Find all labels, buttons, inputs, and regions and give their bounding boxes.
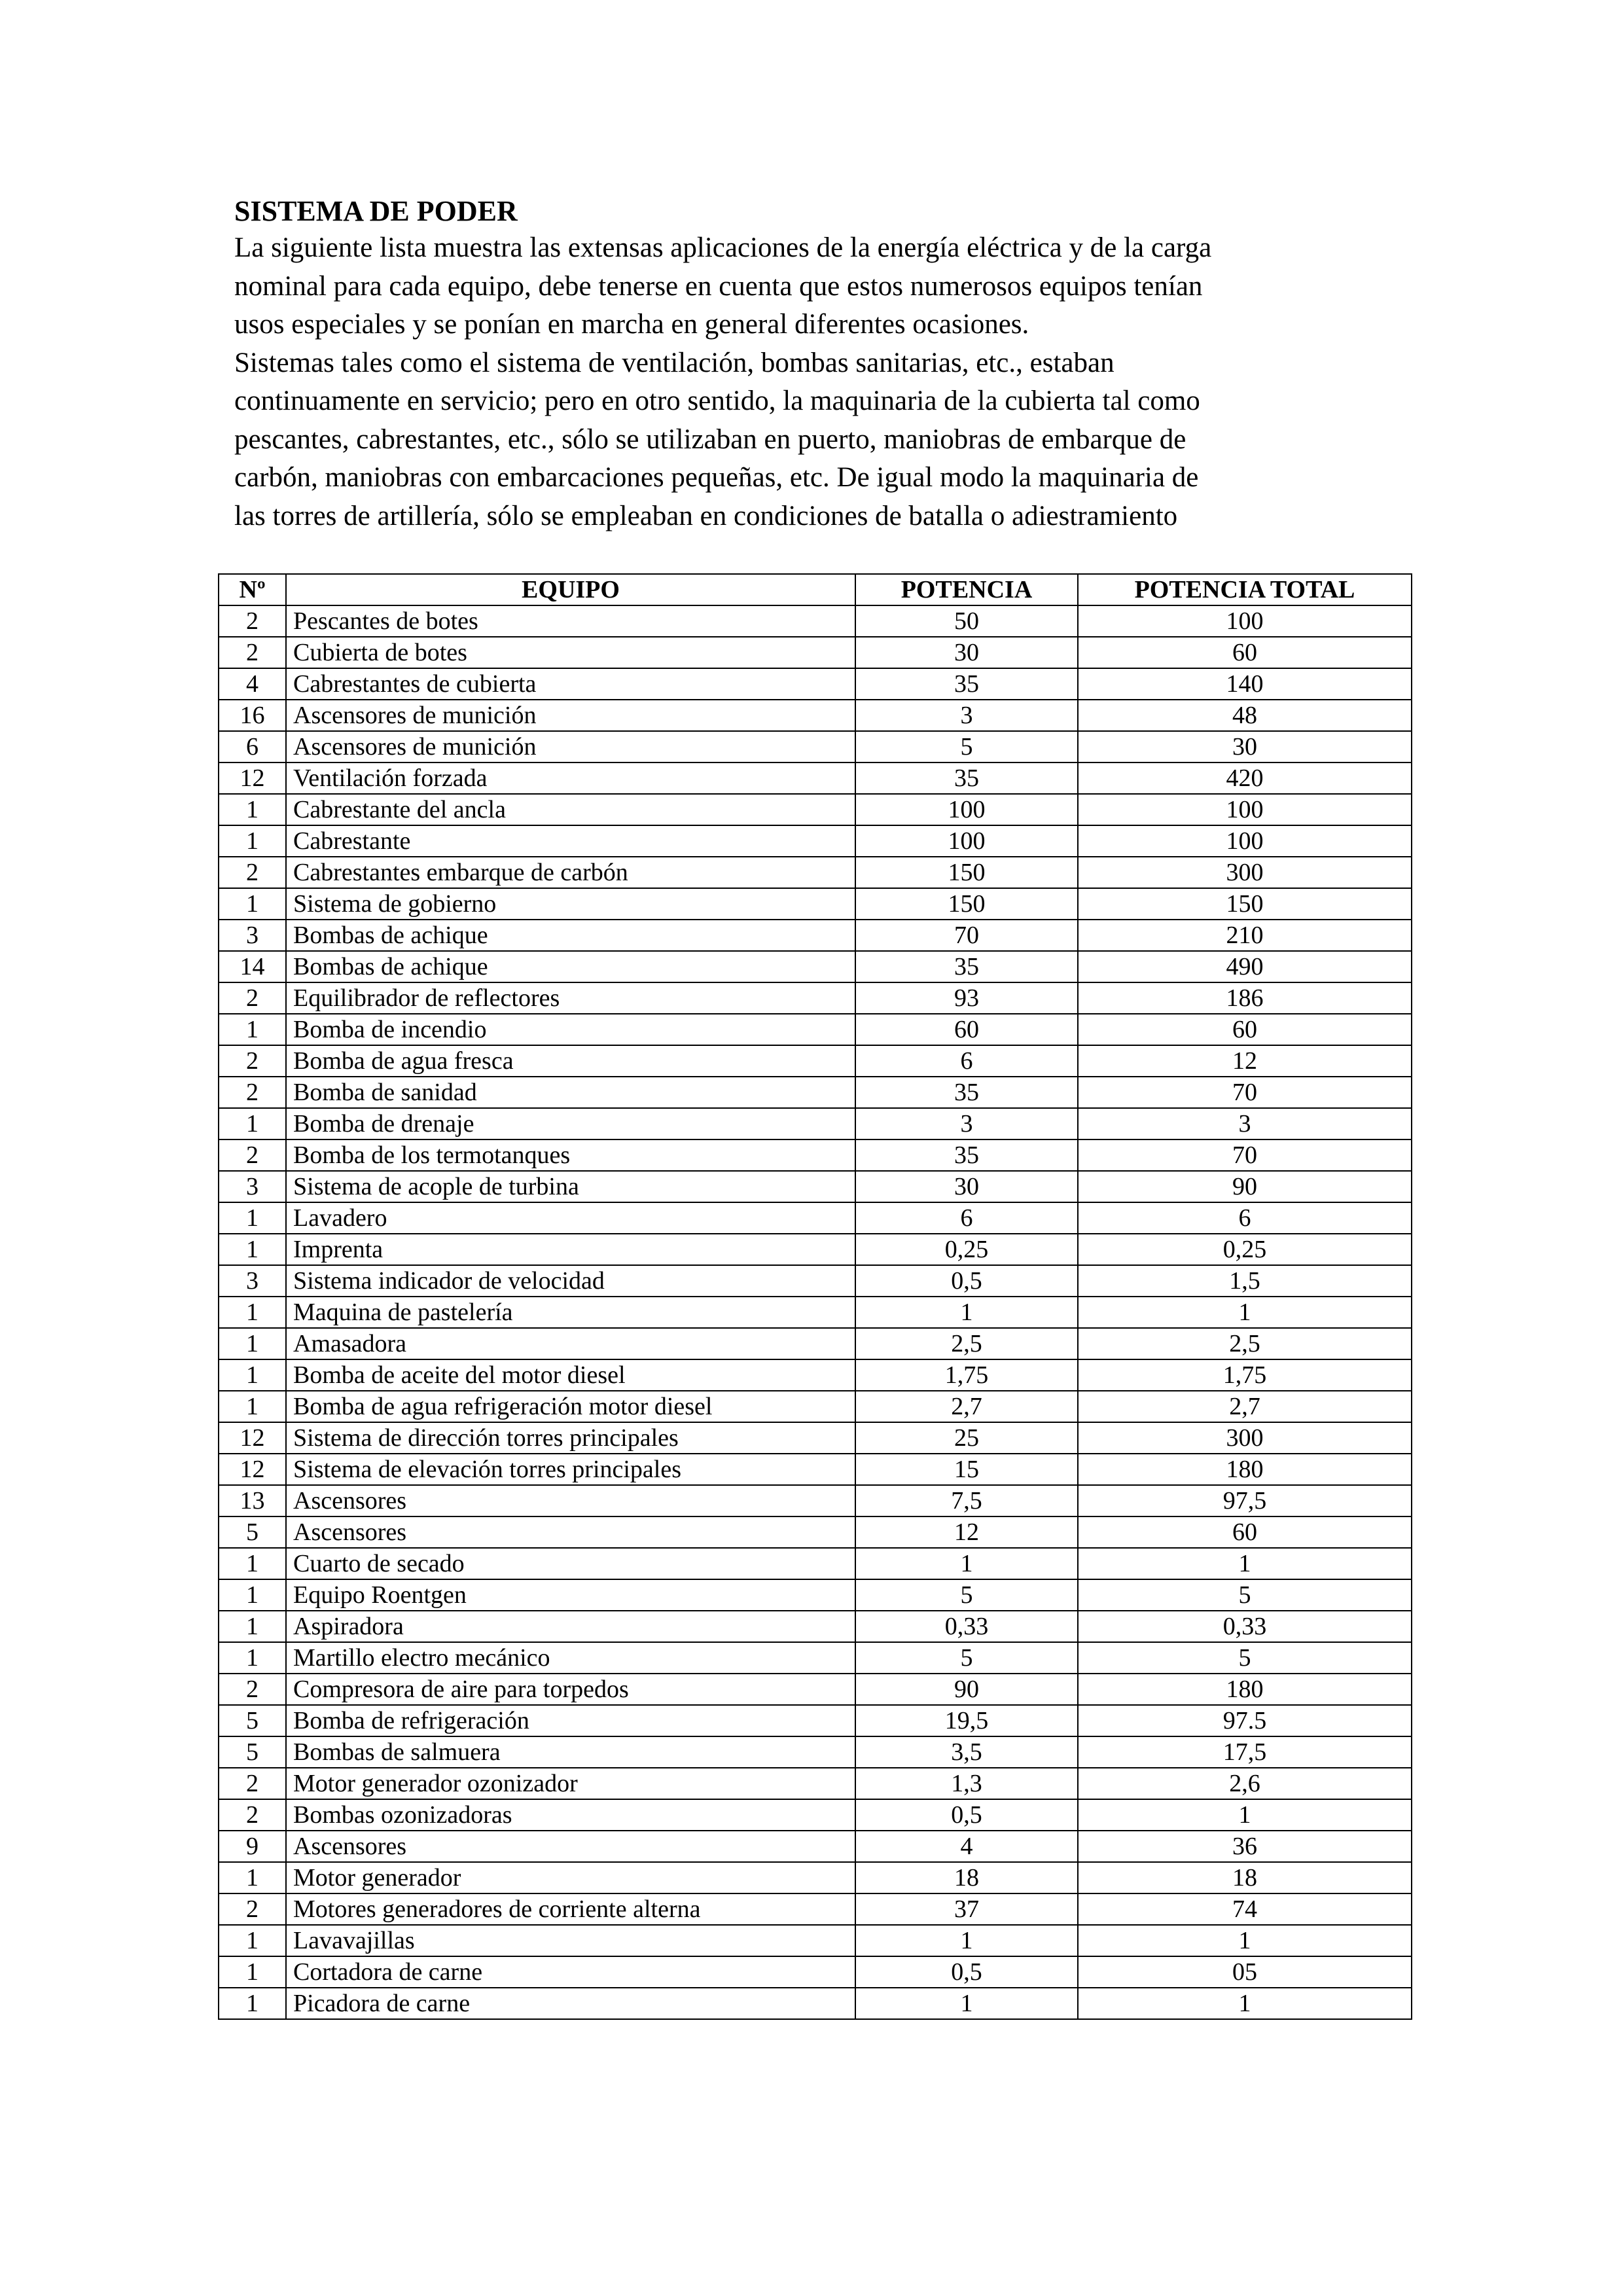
cell-equipment: Motores generadores de corriente alterna xyxy=(286,1893,855,1925)
header-total-power: POTENCIA TOTAL xyxy=(1078,574,1412,605)
cell-equipment: Aspiradora xyxy=(286,1611,855,1642)
cell-total-power: 2,6 xyxy=(1078,1768,1412,1799)
cell-equipment: Ascensores xyxy=(286,1831,855,1862)
cell-power: 4 xyxy=(855,1831,1078,1862)
cell-equipment: Lavavajillas xyxy=(286,1925,855,1956)
cell-total-power: 6 xyxy=(1078,1202,1412,1234)
cell-total-power: 300 xyxy=(1078,1422,1412,1454)
cell-number: 2 xyxy=(219,857,286,888)
cell-total-power: 18 xyxy=(1078,1862,1412,1893)
cell-number: 1 xyxy=(219,1956,286,1988)
cell-total-power: 150 xyxy=(1078,888,1412,920)
cell-power: 1,75 xyxy=(855,1359,1078,1391)
cell-power: 93 xyxy=(855,982,1078,1014)
table-row xyxy=(219,825,1412,857)
cell-total-power: 36 xyxy=(1078,1831,1412,1862)
cell-power: 12 xyxy=(855,1516,1078,1548)
cell-power: 50 xyxy=(855,605,1078,637)
cell-number: 1 xyxy=(219,1359,286,1391)
cell-number: 1 xyxy=(219,1234,286,1265)
table-row xyxy=(219,668,1412,700)
cell-equipment: Sistema de acople de turbina xyxy=(286,1171,855,1202)
cell-equipment: Ascensores de munición xyxy=(286,731,855,762)
cell-number: 3 xyxy=(219,1265,286,1297)
cell-equipment: Imprenta xyxy=(286,1234,855,1265)
table-row xyxy=(219,1202,1412,1234)
cell-number: 12 xyxy=(219,1454,286,1485)
table-row xyxy=(219,1642,1412,1674)
cell-number: 1 xyxy=(219,1108,286,1139)
cell-equipment: Bomba de refrigeración xyxy=(286,1705,855,1736)
cell-equipment: Pescantes de botes xyxy=(286,605,855,637)
table-body xyxy=(219,605,1412,2019)
cell-number: 1 xyxy=(219,888,286,920)
cell-total-power: 48 xyxy=(1078,700,1412,731)
cell-total-power: 74 xyxy=(1078,1893,1412,1925)
header-equipment: EQUIPO xyxy=(286,574,855,605)
cell-number: 1 xyxy=(219,1328,286,1359)
paragraph-line: continuamente en servicio; pero en otro sentido, la maquinaria de la cubierta tal como xyxy=(234,386,1200,416)
cell-equipment: Bombas ozonizadoras xyxy=(286,1799,855,1831)
cell-power: 1,3 xyxy=(855,1768,1078,1799)
cell-power: 0,5 xyxy=(855,1799,1078,1831)
cell-number: 16 xyxy=(219,700,286,731)
cell-number: 6 xyxy=(219,731,286,762)
paragraph-line: pescantes, cabrestantes, etc., sólo se utilizaban en puerto, maniobras de embarque de xyxy=(234,423,1186,455)
cell-total-power: 70 xyxy=(1078,1139,1412,1171)
cell-power: 1 xyxy=(855,1297,1078,1328)
cell-power: 6 xyxy=(855,1202,1078,1234)
cell-equipment: Sistema de dirección torres principales xyxy=(286,1422,855,1454)
table-row xyxy=(219,1705,1412,1736)
cell-number: 2 xyxy=(219,1139,286,1171)
cell-total-power: 100 xyxy=(1078,825,1412,857)
table-row xyxy=(219,731,1412,762)
table-row xyxy=(219,888,1412,920)
cell-equipment: Sistema de gobierno xyxy=(286,888,855,920)
cell-equipment: Bombas de achique xyxy=(286,920,855,951)
table-row xyxy=(219,1548,1412,1579)
cell-equipment: Cuarto de secado xyxy=(286,1548,855,1579)
cell-power: 0,5 xyxy=(855,1265,1078,1297)
power-equipment-table xyxy=(218,573,1412,2020)
cell-total-power: 60 xyxy=(1078,1014,1412,1045)
cell-power: 6 xyxy=(855,1045,1078,1077)
cell-power: 2,7 xyxy=(855,1391,1078,1422)
cell-power: 7,5 xyxy=(855,1485,1078,1516)
cell-power: 15 xyxy=(855,1454,1078,1485)
cell-number: 1 xyxy=(219,1014,286,1045)
cell-number: 1 xyxy=(219,825,286,857)
cell-total-power: 5 xyxy=(1078,1642,1412,1674)
cell-power: 100 xyxy=(855,825,1078,857)
cell-total-power: 0,25 xyxy=(1078,1234,1412,1265)
cell-power: 90 xyxy=(855,1674,1078,1705)
table-row xyxy=(219,1234,1412,1265)
cell-power: 70 xyxy=(855,920,1078,951)
cell-equipment: Ventilación forzada xyxy=(286,762,855,794)
cell-total-power: 1 xyxy=(1078,1799,1412,1831)
table-row xyxy=(219,1139,1412,1171)
cell-equipment: Ascensores xyxy=(286,1485,855,1516)
cell-total-power: 5 xyxy=(1078,1579,1412,1611)
table-row xyxy=(219,1265,1412,1297)
cell-total-power: 30 xyxy=(1078,731,1412,762)
table-row xyxy=(219,1171,1412,1202)
cell-equipment: Lavadero xyxy=(286,1202,855,1234)
page-title: SISTEMA DE PODER xyxy=(234,195,518,227)
cell-equipment: Equilibrador de reflectores xyxy=(286,982,855,1014)
table-row xyxy=(219,700,1412,731)
cell-number: 3 xyxy=(219,920,286,951)
cell-power: 0,5 xyxy=(855,1956,1078,1988)
cell-power: 3 xyxy=(855,700,1078,731)
cell-equipment: Motor generador xyxy=(286,1862,855,1893)
cell-equipment: Bomba de aceite del motor diesel xyxy=(286,1359,855,1391)
cell-number: 12 xyxy=(219,762,286,794)
cell-number: 14 xyxy=(219,951,286,982)
cell-equipment: Compresora de aire para torpedos xyxy=(286,1674,855,1705)
cell-equipment: Cubierta de botes xyxy=(286,637,855,668)
cell-equipment: Martillo electro mecánico xyxy=(286,1642,855,1674)
cell-number: 1 xyxy=(219,1548,286,1579)
table-row xyxy=(219,1925,1412,1956)
cell-equipment: Bomba de incendio xyxy=(286,1014,855,1045)
paragraph-line: nominal para cada equipo, debe tenerse en cuenta que estos numerosos equipos tenían xyxy=(234,270,1203,302)
cell-equipment: Picadora de carne xyxy=(286,1988,855,2019)
table-row xyxy=(219,1736,1412,1768)
table-row xyxy=(219,605,1412,637)
table-row xyxy=(219,637,1412,668)
cell-total-power: 1 xyxy=(1078,1548,1412,1579)
cell-power: 5 xyxy=(855,1642,1078,1674)
cell-equipment: Bomba de drenaje xyxy=(286,1108,855,1139)
cell-total-power: 2,5 xyxy=(1078,1328,1412,1359)
cell-number: 1 xyxy=(219,1988,286,2019)
cell-power: 37 xyxy=(855,1893,1078,1925)
table-row xyxy=(219,1799,1412,1831)
cell-equipment: Ascensores de munición xyxy=(286,700,855,731)
cell-total-power: 60 xyxy=(1078,1516,1412,1548)
table-row xyxy=(219,1579,1412,1611)
table-row xyxy=(219,1391,1412,1422)
header-number: Nº xyxy=(219,574,286,605)
cell-equipment: Bomba de agua refrigeración motor diesel xyxy=(286,1391,855,1422)
cell-power: 60 xyxy=(855,1014,1078,1045)
cell-power: 1 xyxy=(855,1988,1078,2019)
table-row xyxy=(219,1108,1412,1139)
cell-equipment: Cabrestantes de cubierta xyxy=(286,668,855,700)
header-row xyxy=(219,574,1412,605)
intro-paragraph xyxy=(234,229,1412,535)
paragraph-line: La siguiente lista muestra las extensas aplicaciones de la energía eléctrica y de la carga xyxy=(234,232,1212,263)
cell-number: 1 xyxy=(219,1297,286,1328)
cell-equipment: Ascensores xyxy=(286,1516,855,1548)
cell-number: 2 xyxy=(219,1768,286,1799)
page-content xyxy=(234,194,1412,535)
cell-power: 30 xyxy=(855,1171,1078,1202)
cell-power: 3,5 xyxy=(855,1736,1078,1768)
table-row xyxy=(219,1359,1412,1391)
cell-power: 3 xyxy=(855,1108,1078,1139)
cell-total-power: 90 xyxy=(1078,1171,1412,1202)
table-row xyxy=(219,794,1412,825)
cell-number: 1 xyxy=(219,1642,286,1674)
cell-total-power: 97.5 xyxy=(1078,1705,1412,1736)
table-row xyxy=(219,1422,1412,1454)
paragraph-line: las torres de artillería, sólo se empleaban en condiciones de batalla o adiestramiento xyxy=(234,500,1178,531)
cell-power: 35 xyxy=(855,762,1078,794)
cell-power: 150 xyxy=(855,888,1078,920)
cell-power: 35 xyxy=(855,668,1078,700)
cell-number: 2 xyxy=(219,1799,286,1831)
cell-equipment: Bombas de salmuera xyxy=(286,1736,855,1768)
table-row xyxy=(219,1862,1412,1893)
cell-number: 4 xyxy=(219,668,286,700)
cell-power: 35 xyxy=(855,951,1078,982)
cell-total-power: 3 xyxy=(1078,1108,1412,1139)
cell-equipment: Sistema de elevación torres principales xyxy=(286,1454,855,1485)
cell-total-power: 1 xyxy=(1078,1297,1412,1328)
cell-number: 12 xyxy=(219,1422,286,1454)
cell-number: 2 xyxy=(219,637,286,668)
table-header xyxy=(219,574,1412,605)
cell-total-power: 1,5 xyxy=(1078,1265,1412,1297)
table-row xyxy=(219,951,1412,982)
table-row xyxy=(219,1077,1412,1108)
cell-number: 1 xyxy=(219,1862,286,1893)
cell-number: 2 xyxy=(219,1045,286,1077)
paragraph-line: carbón, maniobras con embarcaciones pequeñas, etc. De igual modo la maquinaria de xyxy=(234,462,1199,493)
table-row xyxy=(219,1297,1412,1328)
table-row xyxy=(219,1768,1412,1799)
cell-equipment: Sistema indicador de velocidad xyxy=(286,1265,855,1297)
cell-number: 13 xyxy=(219,1485,286,1516)
cell-power: 5 xyxy=(855,731,1078,762)
cell-total-power: 180 xyxy=(1078,1454,1412,1485)
cell-power: 30 xyxy=(855,637,1078,668)
cell-number: 2 xyxy=(219,1674,286,1705)
cell-equipment: Cabrestante xyxy=(286,825,855,857)
table-row xyxy=(219,1014,1412,1045)
cell-total-power: 1 xyxy=(1078,1988,1412,2019)
table-row xyxy=(219,1831,1412,1862)
table-row xyxy=(219,1893,1412,1925)
cell-power: 0,33 xyxy=(855,1611,1078,1642)
cell-total-power: 17,5 xyxy=(1078,1736,1412,1768)
table-row xyxy=(219,1328,1412,1359)
cell-number: 5 xyxy=(219,1516,286,1548)
cell-equipment: Amasadora xyxy=(286,1328,855,1359)
cell-number: 1 xyxy=(219,1611,286,1642)
cell-number: 5 xyxy=(219,1736,286,1768)
cell-number: 1 xyxy=(219,1579,286,1611)
cell-total-power: 300 xyxy=(1078,857,1412,888)
cell-number: 5 xyxy=(219,1705,286,1736)
cell-number: 2 xyxy=(219,982,286,1014)
cell-equipment: Bomba de los termotanques xyxy=(286,1139,855,1171)
table-row xyxy=(219,1674,1412,1705)
cell-total-power: 1 xyxy=(1078,1925,1412,1956)
cell-total-power: 12 xyxy=(1078,1045,1412,1077)
cell-total-power: 100 xyxy=(1078,794,1412,825)
cell-number: 2 xyxy=(219,605,286,637)
cell-power: 2,5 xyxy=(855,1328,1078,1359)
cell-power: 0,25 xyxy=(855,1234,1078,1265)
cell-number: 2 xyxy=(219,1077,286,1108)
cell-equipment: Cabrestantes embarque de carbón xyxy=(286,857,855,888)
cell-equipment: Bomba de agua fresca xyxy=(286,1045,855,1077)
cell-total-power: 100 xyxy=(1078,605,1412,637)
cell-equipment: Equipo Roentgen xyxy=(286,1579,855,1611)
table-row xyxy=(219,982,1412,1014)
cell-equipment: Bombas de achique xyxy=(286,951,855,982)
header-power: POTENCIA xyxy=(855,574,1078,605)
cell-total-power: 60 xyxy=(1078,637,1412,668)
cell-total-power: 180 xyxy=(1078,1674,1412,1705)
cell-power: 150 xyxy=(855,857,1078,888)
cell-power: 5 xyxy=(855,1579,1078,1611)
cell-number: 1 xyxy=(219,1925,286,1956)
cell-equipment: Maquina de pastelería xyxy=(286,1297,855,1328)
paragraph-line: usos especiales y se ponían en marcha en general diferentes ocasiones. xyxy=(234,309,1029,340)
cell-power: 1 xyxy=(855,1548,1078,1579)
cell-number: 1 xyxy=(219,794,286,825)
cell-number: 2 xyxy=(219,1893,286,1925)
cell-total-power: 140 xyxy=(1078,668,1412,700)
cell-total-power: 97,5 xyxy=(1078,1485,1412,1516)
table-row xyxy=(219,1485,1412,1516)
table-row xyxy=(219,762,1412,794)
table-row xyxy=(219,857,1412,888)
cell-equipment: Cabrestante del ancla xyxy=(286,794,855,825)
table-row xyxy=(219,1454,1412,1485)
cell-equipment: Bomba de sanidad xyxy=(286,1077,855,1108)
table-row xyxy=(219,1988,1412,2019)
cell-total-power: 210 xyxy=(1078,920,1412,951)
cell-power: 25 xyxy=(855,1422,1078,1454)
cell-equipment: Cortadora de carne xyxy=(286,1956,855,1988)
cell-total-power: 186 xyxy=(1078,982,1412,1014)
cell-power: 35 xyxy=(855,1077,1078,1108)
cell-number: 1 xyxy=(219,1202,286,1234)
cell-total-power: 420 xyxy=(1078,762,1412,794)
cell-total-power: 05 xyxy=(1078,1956,1412,1988)
cell-power: 100 xyxy=(855,794,1078,825)
paragraph-line: Sistemas tales como el sistema de ventilación, bombas sanitarias, etc., estaban xyxy=(234,347,1115,378)
cell-total-power: 490 xyxy=(1078,951,1412,982)
table-row xyxy=(219,1956,1412,1988)
cell-number: 9 xyxy=(219,1831,286,1862)
cell-power: 19,5 xyxy=(855,1705,1078,1736)
cell-number: 3 xyxy=(219,1171,286,1202)
cell-total-power: 1,75 xyxy=(1078,1359,1412,1391)
table-row xyxy=(219,920,1412,951)
table-row xyxy=(219,1611,1412,1642)
cell-number: 1 xyxy=(219,1391,286,1422)
cell-power: 1 xyxy=(855,1925,1078,1956)
table-row xyxy=(219,1516,1412,1548)
cell-total-power: 0,33 xyxy=(1078,1611,1412,1642)
cell-power: 35 xyxy=(855,1139,1078,1171)
table-row xyxy=(219,1045,1412,1077)
cell-equipment: Motor generador ozonizador xyxy=(286,1768,855,1799)
cell-total-power: 2,7 xyxy=(1078,1391,1412,1422)
cell-power: 18 xyxy=(855,1862,1078,1893)
cell-total-power: 70 xyxy=(1078,1077,1412,1108)
